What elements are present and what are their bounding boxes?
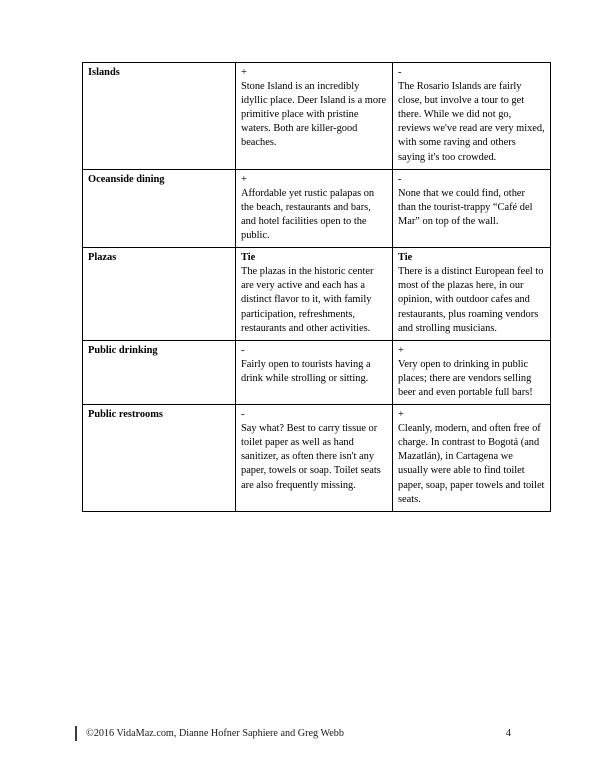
footer-copyright: ©2016 VidaMaz.com, Dianne Hofner Saphiere and Greg Webb	[86, 727, 344, 739]
table-cell-cartagena	[393, 340, 551, 404]
table-cell-topic	[83, 169, 236, 247]
cell-body-text: Affordable yet rustic palapas on the beach, restaurants and bars, and hotel facilities open to the public.	[241, 187, 375, 242]
table-row	[83, 405, 551, 512]
verdict-mark: -	[241, 409, 245, 421]
verdict-mark: +	[398, 409, 404, 421]
cell-body-text: None that we could find, other than the tourist-trappy “Café del Mar” on top of the wall.	[398, 187, 533, 227]
page-footer	[75, 724, 517, 742]
table-cell-topic	[83, 405, 236, 512]
table-cell-cartagena	[393, 63, 551, 170]
cell-body-text: The plazas in the historic center are very active and each has a distinct flavor to it, with family participation, refreshments, restaurants and other activities.	[241, 266, 374, 334]
table-row	[83, 248, 551, 341]
table-cell-mazatlan	[236, 169, 393, 247]
table-row	[83, 340, 551, 404]
cell-body-text: The Rosario Islands are fairly close, but involve a tour to get there. While we did not go, reviews we've read are very mixed, with some raving and others saying it's too crowded.	[398, 81, 545, 163]
table-row	[83, 169, 551, 247]
verdict-mark: -	[398, 67, 402, 78]
table-row	[83, 63, 551, 170]
topic-label: Oceanside dining	[88, 173, 165, 185]
cell-body-text: Say what? Best to carry tissue or toilet paper as well as hand sanitizer, as often there isn't any paper, towels or soap. Toilet seats are also frequently missing.	[241, 423, 381, 491]
topic-label: Public drinking	[88, 344, 158, 356]
verdict-mark: +	[398, 344, 404, 356]
topic-label: Public restrooms	[88, 409, 163, 421]
verdict-mark: -	[398, 173, 402, 185]
table-cell-mazatlan	[236, 63, 393, 170]
table-body	[83, 63, 551, 512]
table-cell-cartagena	[393, 248, 551, 341]
table-cell-cartagena	[393, 169, 551, 247]
cell-body-text: Cleanly, modern, and often free of charge. In contrast to Bogotá (and Mazatlán), in Cartagena we usually were able to find toilet paper, soap, paper towels and toilet seats.	[398, 423, 545, 505]
cell-body-text: Stone Island is an incredibly idyllic place. Deer Island is a more primitive place with pristine waters. Both are killer-good beaches.	[241, 81, 387, 149]
cell-body-text: Very open to drinking in public places; there are vendors selling beer and even portable full bars!	[398, 358, 533, 398]
table-cell-cartagena	[393, 405, 551, 512]
topic-label: Plazas	[88, 252, 117, 264]
footer-divider-bar	[75, 726, 77, 741]
cell-body-text: Fairly open to tourists having a drink while strolling or sitting.	[241, 358, 371, 384]
verdict-mark: -	[241, 344, 245, 356]
verdict-mark: +	[241, 173, 247, 185]
table-cell-mazatlan	[236, 248, 393, 341]
topic-label: Islands	[88, 67, 120, 78]
verdict-mark: +	[241, 67, 247, 78]
cell-body-text: There is a distinct European feel to most of the plazas here, in our opinion, with outdoor cafes and restaurants, plus roaming vendors and strolling musicians.	[398, 266, 544, 334]
verdict-mark: Tie	[398, 252, 413, 264]
verdict-mark: Tie	[241, 252, 256, 264]
table-cell-topic	[83, 340, 236, 404]
page-number: 4	[505, 727, 511, 739]
comparison-table	[82, 62, 551, 512]
table-cell-topic	[83, 63, 236, 170]
table-cell-mazatlan	[236, 405, 393, 512]
table-cell-mazatlan	[236, 340, 393, 404]
table-cell-topic	[83, 248, 236, 341]
